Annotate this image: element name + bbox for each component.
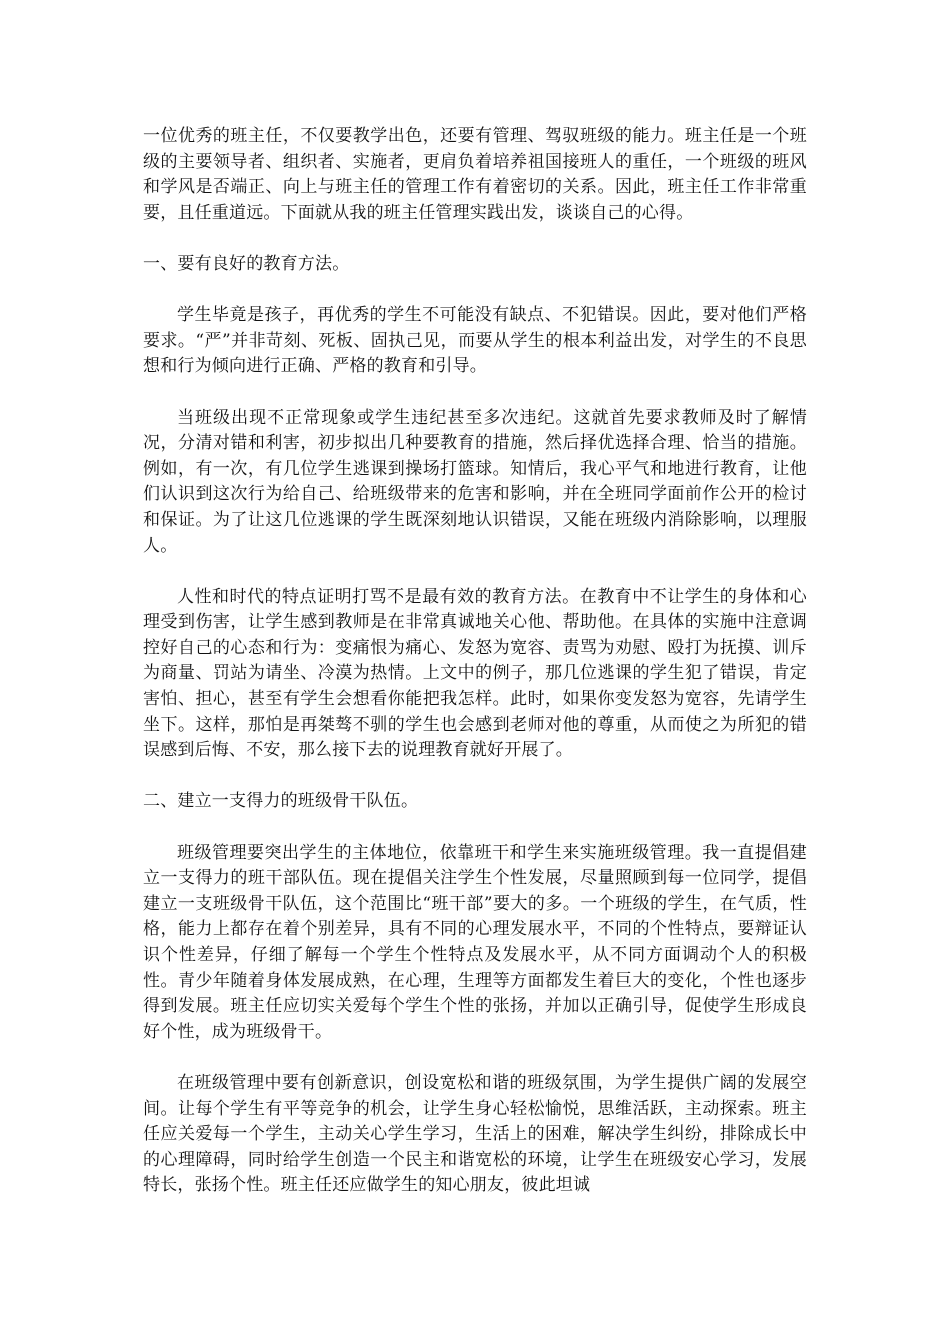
paragraph-strict-requirements: 学生毕竟是孩子，再优秀的学生不可能没有缺点、不犯错误。因此，要对他们严格要求。“严”并非苛刻、死板、固执己见，而要从学生的根本利益出发，对学生的不良思想和行为倾向进行正确、严格的教育和引导。 xyxy=(143,305,807,377)
paragraph-class-backbone: 班级管理要突出学生的主体地位，依靠班干和学生来实施班级管理。我一直提倡建立一支得力的班干部队伍。现在提倡关注学生个性发展，尽量照顾到每一位同学，提倡建立一支班级骨干队伍，这个范围比“班干部”要大的多。一个班级的学生，在气质，性格，能力上都存在着个别差异，具有不同的心理发展水平，不同的个性特点，要辩证认识个性差异，仔细了解每一个学生个性特点及发展水平，从不同方面调动个人的积极性。青少年随着身体发展成熟，在心理，生理等方面都发生着巨大的变化，个性也逐步得到发展。班主任应切实关爱每个学生个性的张扬，并加以正确引导，促使学生形成良好个性，成为班级骨干。 xyxy=(143,842,807,1042)
intro-paragraph: 一位优秀的班主任，不仅要教学出色，还要有管理、驾驭班级的能力。班主任是一个班级的主要领导者、组织者、实施者，更肩负着培养祖国接班人的重任，一个班级的班风和学风是否端正、向上与班主任的管理工作有着密切的关系。因此，班主任工作非常重要，且任重道远。下面就从我的班主任管理实践出发，谈谈自己的心得。 xyxy=(143,126,807,223)
section-heading-1: 一、要有良好的教育方法。 xyxy=(143,253,350,274)
paragraph-innovation: 在班级管理中要有创新意识，创设宽松和谐的班级氛围，为学生提供广阔的发展空间。让每个学生有平等竞争的机会，让学生身心轻松愉悦，思维活跃，主动探索。班主任应关爱每一个学生，主动关心学生学习，生活上的困难，解决学生纠纷，排除成长中的心理障碍，同时给学生创造一个民主和谐宽松的环境，让学生在班级安心学习，发展特长，张扬个性。班主任还应做学生的知心朋友，彼此坦诚 xyxy=(143,1072,807,1196)
document-page xyxy=(143,124,807,1199)
paragraph-no-corporal-punishment: 人性和时代的特点证明打骂不是最有效的教育方法。在教育中不让学生的身体和心理受到伤害，让学生感到教师是在非常真诚地关心他、帮助他。在具体的实施中注意调控好自己的心态和行为：变痛恨为痛心、发怒为宽容、责骂为劝慰、殴打为抚摸、训斥为商量、罚站为请坐、冷漠为热情。上文中的例子，那几位逃课的学生犯了错误，肯定害怕、担心，甚至有学生会想看你能把我怎样。此时，如果你变发怒为宽容，先请学生坐下。这样，那怕是再桀骜不驯的学生也会感到老师对他的尊重，从而使之为所犯的错误感到后悔、不安，那么接下去的说理教育就好开展了。 xyxy=(143,586,807,761)
paragraph-discipline-example: 当班级出现不正常现象或学生违纪甚至多次违纪。这就首先要求教师及时了解情况，分清对错和利害，初步拟出几种要教育的措施，然后择优选择合理、恰当的措施。例如，有一次，有几位学生逃课到操场打篮球。知情后，我心平气和地进行教育，让他们认识到这次行为给自己、给班级带来的危害和影响，并在全班同学面前作公开的检讨和保证。为了让这几位逃课的学生既深刻地认识错误，又能在班级内消除影响，以理服人。 xyxy=(143,407,807,556)
section-heading-2: 二、建立一支得力的班级骨干队伍。 xyxy=(143,791,419,812)
